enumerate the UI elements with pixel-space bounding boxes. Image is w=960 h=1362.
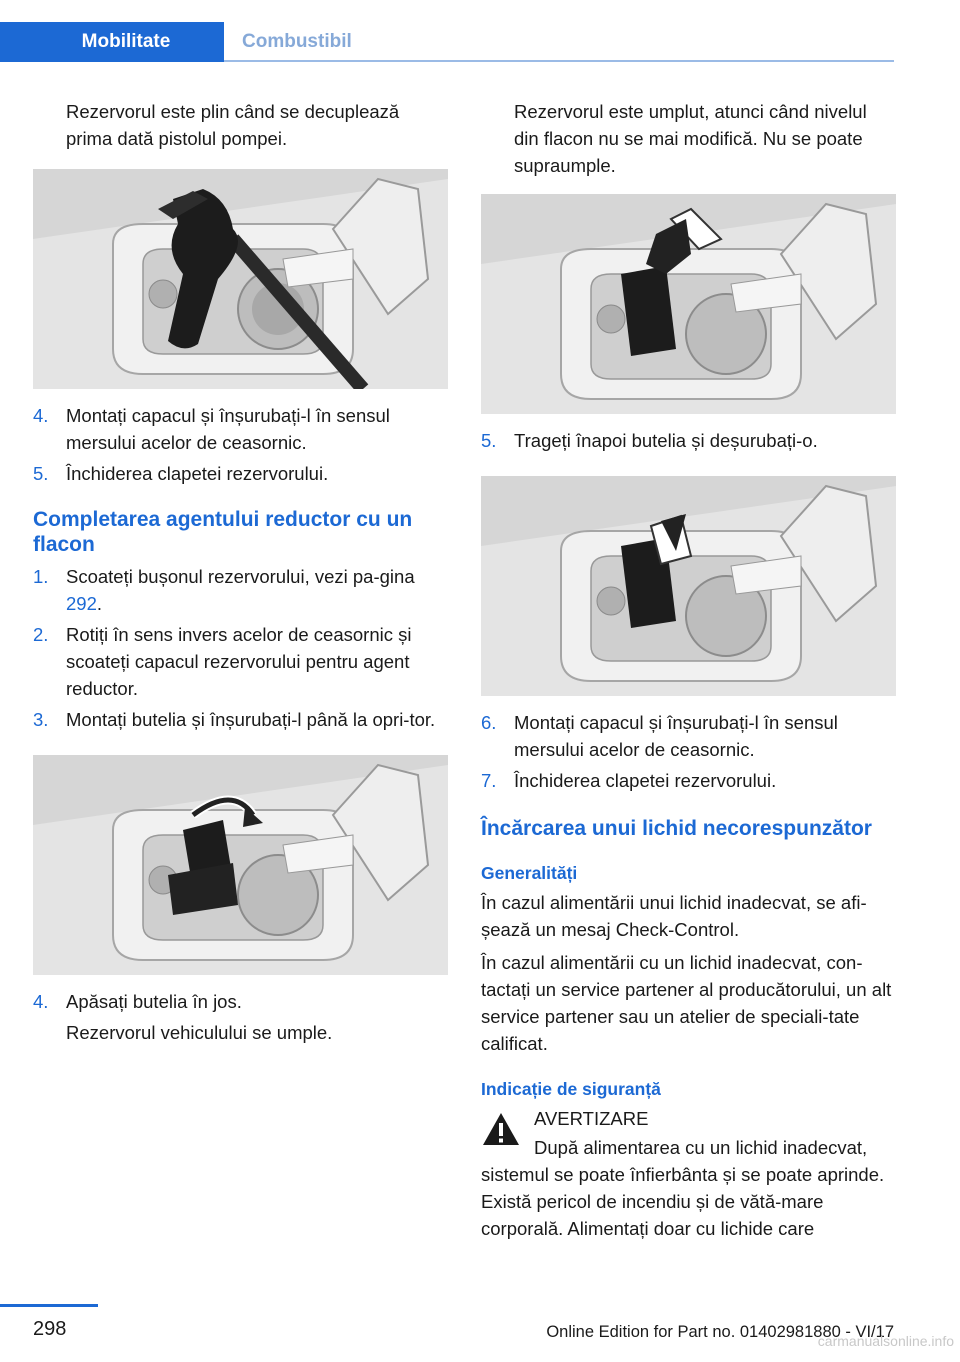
tab-mobilitate[interactable]: Mobilitate (0, 22, 224, 62)
list-item (33, 563, 448, 617)
page-link-292[interactable]: 292 (66, 593, 97, 614)
step-number: 2. (33, 624, 49, 645)
step-text: Montați capacul și înșurubați-l în sensul mersului acelor de ceasornic. (66, 405, 390, 453)
figure-refuel-nozzle (33, 169, 448, 389)
intro-text-right: Rezervorul este umplut, atunci când nivelul din flacon nu se mai modifică. Nu se poate supraumple. (514, 101, 867, 176)
watermark: carmanualsonline.info (817, 1333, 954, 1349)
step-text: Trageți înapoi butelia și deșurubați-o. (514, 430, 818, 451)
figure-bottle-arrow-up (481, 476, 896, 696)
list-item (33, 706, 448, 733)
step-text: Închiderea clapetei rezervorului. (514, 770, 777, 791)
warning-text: După alimentarea cu un lichid inadecvat, sistemul se poate înfierbânta și se poate aprinde. Există pericol de incendiu și de vătă-mare corporală. Alimentați doar cu lichide care (481, 1137, 885, 1239)
warning-block (481, 1105, 896, 1242)
page-number: 298 (33, 1318, 67, 1340)
step-text-end: . (96, 593, 103, 614)
step-text: Montați capacul și înșurubați-l în sensul mersului acelor de ceasornic. (514, 712, 838, 760)
tab-combustibil[interactable]: Combustibil (242, 31, 352, 52)
list-item (33, 402, 448, 456)
warning-title: AVERTIZARE (534, 1108, 649, 1129)
left-column (33, 98, 448, 1046)
steps-list-a (33, 402, 448, 487)
step-number: 4. (33, 405, 49, 426)
general-paragraph-1: În cazul alimentării unui lichid inadecvat, se afi-șează un mesaj Check-Control. (481, 892, 867, 940)
list-item (481, 427, 896, 454)
step-number: 4. (33, 991, 49, 1012)
step-number: 5. (33, 463, 49, 484)
step-text: Montați butelia și înșurubați-l până la opri-tor. (66, 709, 436, 730)
section-heading-flacon: Completarea agentului reductor cu un flacon (33, 508, 413, 556)
general-paragraph-2: În cazul alimentării cu un lichid inadecvat, con-tactați un service partener al producătorului, un alt service partener sau un atelier de speciali-tate calificat. (481, 952, 892, 1054)
step-text: Rotiți în sens invers acelor de ceasornic și scoateți capacul rezervorului pentru agent reductor. (66, 624, 412, 699)
steps-list-b (33, 563, 448, 733)
steps-list-right-b (481, 709, 896, 794)
step-text: Închiderea clapetei rezervorului. (66, 463, 329, 484)
step-number: 5. (481, 430, 497, 451)
step-number: 1. (33, 566, 49, 587)
list-item (33, 988, 448, 1015)
warning-triangle-icon (481, 1111, 521, 1147)
steps-list-c (33, 988, 448, 1015)
figure-bottle-arrow-down (481, 194, 896, 414)
intro-text: Rezervorul este plin când se decuplează prima dată pistolul pompei. (66, 101, 400, 149)
list-item (481, 767, 896, 794)
list-item (33, 460, 448, 487)
step-text: Apăsați butelia în jos. (66, 991, 242, 1012)
figure-screw-bottle (33, 755, 448, 975)
edition-info: Online Edition for Part no. 01402981880 - VI/17 (546, 1323, 894, 1341)
list-item (481, 709, 896, 763)
step-number: 6. (481, 712, 497, 733)
right-column (481, 98, 896, 1242)
subheading-siguranta: Indicație de siguranță (481, 1079, 661, 1099)
step-number: 3. (33, 709, 49, 730)
step-number: 7. (481, 770, 497, 791)
result-text: Rezervorul vehiculului se umple. (66, 1022, 333, 1043)
footer-accent-bar (0, 1304, 98, 1307)
header-divider (224, 60, 894, 62)
steps-list-right-a (481, 427, 896, 454)
list-item (33, 621, 448, 702)
subheading-generalitati: Generalități (481, 863, 578, 883)
section-heading-lichid: Încărcarea unui lichid necorespunzător (481, 817, 872, 840)
step-text: Scoateți bușonul rezervorului, vezi pa-gina (66, 566, 415, 587)
top-tab-bar (0, 0, 960, 62)
